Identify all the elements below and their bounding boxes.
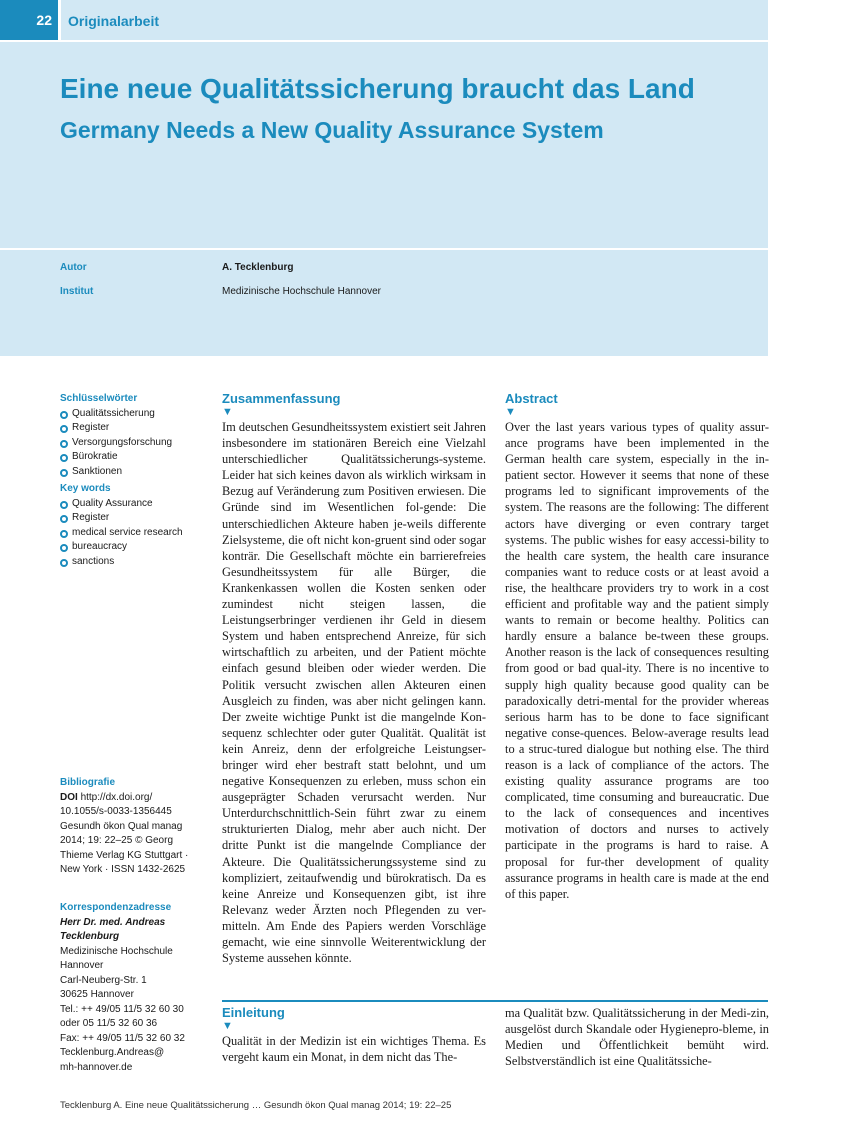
bibliography-title: Bibliografie	[60, 777, 116, 788]
author-label: Autor	[60, 262, 87, 273]
einleitung-section	[222, 1005, 486, 1065]
doi-link[interactable]: http://dx.doi.org/	[80, 791, 153, 803]
contact-line: Carl-Neuberg-Str. 1	[60, 974, 147, 986]
abstract-title: Abstract	[505, 391, 558, 406]
keyword-item: Register	[60, 511, 210, 526]
keywords-block	[60, 392, 210, 569]
correspondence-title: Korrespondenzadresse	[60, 902, 172, 913]
abstract-text: Over the last years various types of quality assur-ance programs have been implemented in the German health care system, especially in the in-patient sector. However it seems that none of these programs led to significant improvements of the system. The reasons are the following: The different actors have diverging or even contrary target systems. The public wishes for easy accessi-bility to the health care system, the health care insurance companies want to reduce costs or at least avoid a rise, the healthcare providers try to work in a cost efficient and profitable way and the patient simply wants to remain or become healthy. Politics can hardly ensure a balance be-tween these groups. Another reason is the lack of consequences resulting from good or bad qual-ity. There is no incentive to supply high quality because good quality can be paradoxically detri-mental for the provider whereas serious harm has to be done to face significant negative conse-quences. Below-average results lead to a struc-tured dialogue but nothing else. The third reason is a lack of compliance of the actors. The existing quality assurance programs are too complicated, time consuming and bureaucratic. Due to the lack of consequences and incentives motivation of doctors and nurses to actively participate in the programs is hard to raise. A proposal for fur-ther development of quality assurance programs in health care is made at the end of this paper.	[505, 420, 769, 901]
contact-line: Medizinische Hochschule	[60, 945, 173, 957]
triangle-down-icon: ▼	[505, 406, 516, 418]
keywords-de-title: Schlüsselwörter	[60, 393, 138, 404]
biblio-line: Gesundh ökon Qual manag	[60, 820, 183, 832]
keyword-item: Bürokratie	[60, 450, 210, 465]
contact-email[interactable]: Tecklenburg.Andreas@	[60, 1047, 165, 1058]
einleitung-text-left: Qualität in der Medizin ist ein wichtiges Thema. Es vergeht kaum ein Monat, in dem nicht das The-	[222, 1034, 486, 1065]
keyword-item: Quality Assurance	[60, 497, 210, 512]
einleitung-title: Einleitung	[222, 1005, 285, 1020]
contact-line: 30625 Hannover	[60, 989, 134, 1000]
keyword-item: sanctions	[60, 555, 210, 570]
contact-line: Fax: ++ 49/05 11/5 32 60 32	[60, 1032, 185, 1044]
keywords-en-title: Key words	[60, 483, 111, 494]
keyword-item: Register	[60, 421, 210, 436]
keyword-item: Versorgungsforschung	[60, 436, 210, 451]
biblio-line: Thieme Verlag KG Stuttgart ·	[60, 849, 189, 861]
author-value: A. Tecklenburg	[222, 262, 294, 273]
contact-line: Tel.: ++ 49/05 11/5 32 60 30	[60, 1003, 184, 1015]
keyword-item: medical service research	[60, 526, 210, 541]
contact-name: Tecklenburg	[60, 931, 120, 942]
keyword-item: Qualitätssicherung	[60, 407, 210, 422]
biblio-line: New York · ISSN 1432-2625	[60, 864, 186, 875]
header-band	[0, 0, 768, 356]
zusammenfassung-text: Im deutschen Gesundheitssystem existiert seit Jahren insbesondere im stationären Bereich eine Vielzahl unterschiedlicher Qualitätssicherungs-systeme. Leider hat sich keines davon als wirklich wirksam in Bezug auf Veränderung zum Positiven erwiesen. Die Gründe sind im Wesentlichen fol-gende: Die unterschiedlichen Akteure haben je-weils differente Zielsysteme, die oft nicht kon-gruent sind oder sogar konträr. Die Gesellschaft möchte ein barrierefreies Gesundheitssystem für alle Bürger, die Krankenkassen wollen die Kosten senken oder zumindest nicht steigen lassen, die Leistungserbringer verdienen ihr Geld in diesem System und haben entsprechend Anreize, für sich wirtschaftlich zu arbeiten, und der Patient möchte einfach gesund bleiben oder wieder werden. Die Politik versucht zwischen allen Akteuren einen Ausgleich zu finden, was aber nicht gelingen kann. Der zweite wichtige Punkt ist die mangelnde Kon-sequenz schlechter oder guter Qualität. Qualität ist kein Anreiz, denn der erfolgreiche Leistungser-bringer wird eher bestraft statt belohnt, und um negative Konsequenzen zu erleben, muss schon ein ausgeprägter Schaden verursacht werden. Nur Unterdurchschnittlich-Sein führt zwar zu einem strukturierten Dialog, mehr aber auch nicht. Der dritte Punkt ist die mangelnde Compliance der Akteure. Die Qualitätssicherungssysteme sind zu kompliziert, zeitaufwendig und bürokratisch. Da es keine Anreize und Konsequenzen gibt, ist ihre Relevanz weder Ärzten noch Pflegenden zu ver-mitteln. Am Ende des Papiers werden Vorschläge gemacht, wie eine sinnvolle Weiterentwicklung der Systeme aussehen könnte.	[222, 420, 486, 966]
contact-name: Herr Dr. med. Andreas	[60, 916, 166, 928]
section-label: Originalarbeit	[68, 13, 160, 29]
title-german: Eine neue Qualitätssicherung braucht das Land	[60, 73, 695, 104]
doi-line	[60, 791, 210, 806]
triangle-down-icon: ▼	[222, 406, 233, 418]
zusammenfassung-title: Zusammenfassung	[222, 391, 341, 406]
contact-line: oder 05 11/5 32 60 36	[60, 1018, 158, 1029]
keyword-item: bureaucracy	[60, 540, 210, 555]
keyword-item: Sanktionen	[60, 465, 210, 480]
bibliography-block	[60, 776, 210, 878]
biblio-line: 2014; 19: 22–25 © Georg	[60, 835, 174, 846]
keywords-en-list	[60, 497, 210, 570]
contact-email[interactable]: mh-hannover.de	[60, 1061, 133, 1073]
correspondence-block	[60, 901, 210, 1075]
biblio-line: 10.1055/s-0033-1356445	[60, 806, 172, 817]
zusammenfassung-section	[222, 391, 486, 966]
institute-value: Medizinische Hochschule Hannover	[222, 286, 381, 297]
header-rule	[0, 40, 768, 42]
meta-rule	[0, 248, 768, 250]
einleitung-rule	[222, 1000, 768, 1002]
institute-label: Institut	[60, 286, 94, 297]
header-divider	[58, 0, 61, 40]
page-number: 22	[0, 0, 58, 40]
einleitung-text-right: ma Qualität bzw. Qualitätssicherung in der Medi-zin, ausgelöst durch Skandale oder Hygienepro-bleme, in Medien und Öffentlichkeit bemüht wird. Selbstverständlich ist eine Qualitätssiche-	[505, 1006, 769, 1069]
triangle-down-icon: ▼	[222, 1020, 233, 1032]
contact-line: Hannover	[60, 960, 104, 971]
title-english: Germany Needs a New Quality Assurance System	[60, 117, 604, 143]
keywords-de-list	[60, 407, 210, 480]
abstract-section	[505, 391, 769, 902]
doi-label: DOI	[60, 791, 78, 803]
footer-citation: Tecklenburg A. Eine neue Qualitätssicherung … Gesundh ökon Qual manag 2014; 19: 22–25	[60, 1100, 452, 1111]
